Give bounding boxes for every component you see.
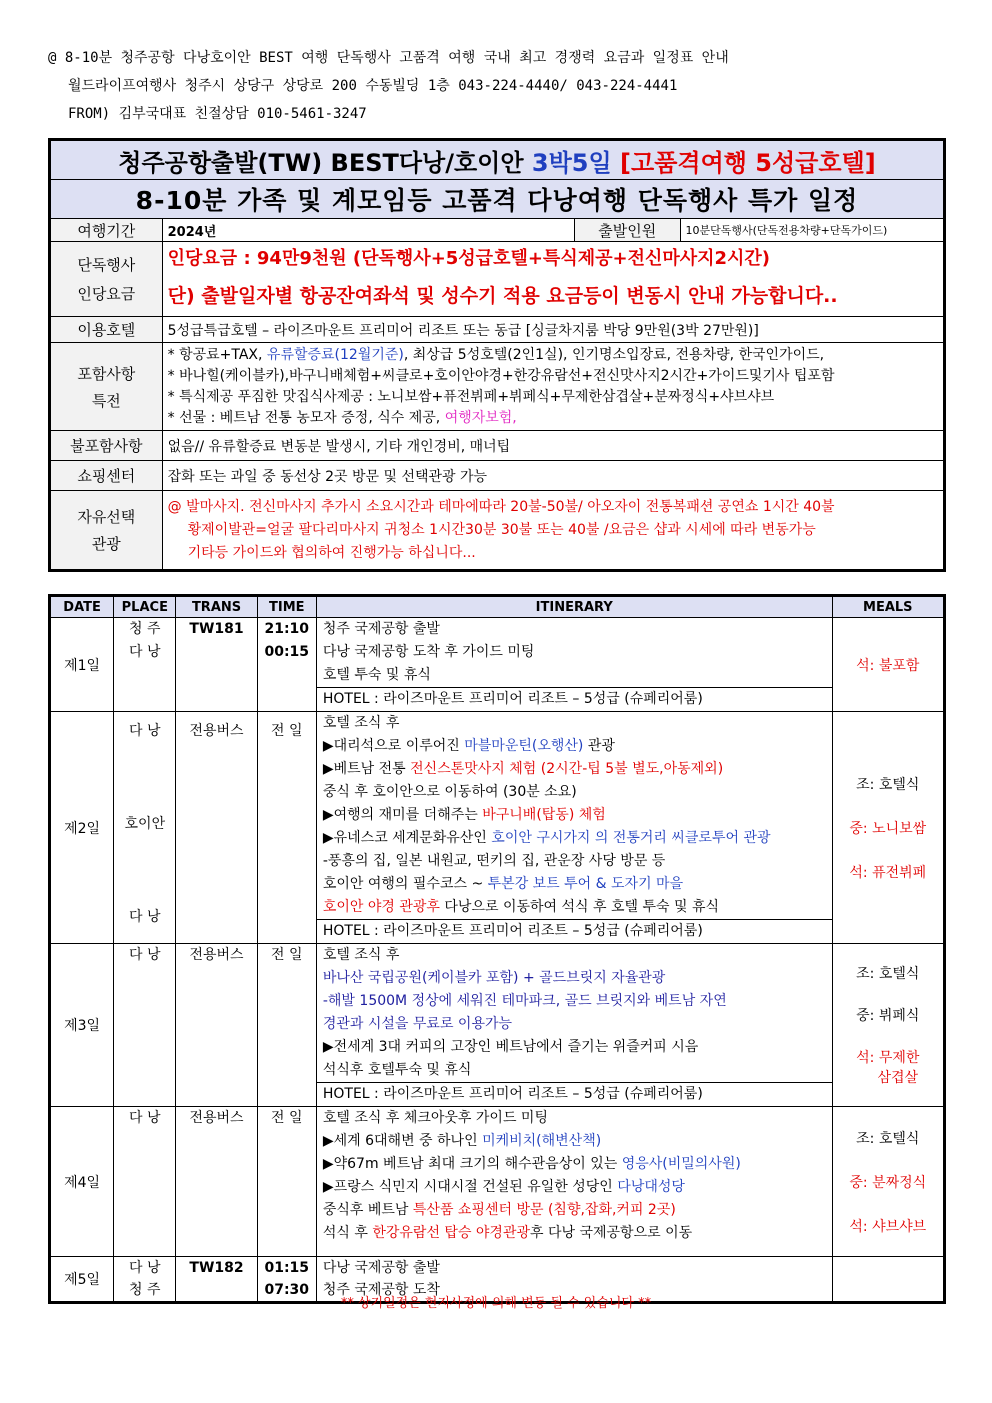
tour-subtitle: 8-10분 가족 및 계모임등 고품격 다낭여행 단독행사 특가 일정: [50, 180, 945, 219]
day-trans: 전용버스: [176, 1107, 257, 1257]
header-line-1: @ 8-10분 청주공항 다낭호이안 BEST 여행 단독행사 고품격 여행 국내 최고 경쟁력 요금과 일정표 안내: [48, 50, 729, 66]
col-date: DATE: [50, 596, 114, 618]
footer-note: ** 상기일정은 현지사정에 의해 변동 될 수 있습니다 **: [340, 1296, 652, 1311]
day-itinerary: 호텔 조식 후 ▶대리석으로 이루어진 마블마운틴(오행산) 관광 ▶베트남 전통 전신스톤맛사지 체험 (2시간-팁 5불 별도,아동제외) 중식 후 호이안으로 이동하여 (30분 소요) ▶여행의 재미를 더해주는 바구니배(탑동) 체험 ▶유네스코 세계문화유산인 호이안 구시가지 의 전통거리 씨클로투어 관광 -풍흥의 집, 일본 내원교, 떤키의 집, 관운장 사당 방문 등 호이안 여행의 필수코스 ~ 투본강 보트 투어 & 도자기 마을 호이안 야경 관광후 다낭으로 이동하여 석식 후 호텔 투숙 및 휴식 HOTEL : 라이즈마운트 프리미어 리조트 – 5성급 (슈페리어룸): [316, 712, 832, 944]
col-itinerary: ITINERARY: [316, 596, 832, 618]
header-line-2: 월드라이프여행사 청주시 상당구 상당로 200 수동빌딩 1층 043-224-4440/ 043-224-4441: [68, 78, 678, 94]
day-date: 제4일: [50, 1107, 114, 1257]
day-meals: 조: 호텔식 중: 분짜정식 석: 샤브샤브: [832, 1107, 944, 1257]
day-time: 21:10 00:15: [257, 618, 316, 712]
col-trans: TRANS: [176, 596, 257, 618]
day-place: 청 주 다 낭: [114, 618, 176, 712]
people-label: 출발인원: [574, 219, 680, 242]
day-trans: TW182: [176, 1257, 257, 1303]
shopping-label: 쇼핑센터: [50, 461, 163, 491]
included-value: * 항공료+TAX, 유류할증료(12월기준), 최상급 5성호텔(2인1실), 인기명소입장료, 전용차량, 한국인가이드, * 바나힐(케이블카),바구니배체험+씨클로+호이안야경+한강유람선+전신맛사지2시간+가이드및기사 팁포함 * 특식제공 푸짐한 맛집식사제공 : 노니보쌈+퓨전뷔페+뷔페식+무제한삼겹살+분짜정식+샤브샤브 * 선물 : 베트남 전통 농모자 증정, 식수 제공, 여행자보험,: [162, 343, 944, 431]
day-date: 제3일: [50, 944, 114, 1107]
day-trans: 전용버스: [176, 944, 257, 1107]
day-time: 전 일: [257, 712, 316, 944]
day-itinerary: 다낭 국제공항 출발 청주 국제공항 도착: [316, 1257, 832, 1303]
price-value: 인당요금 : 94만9천원 (단독행사+5성급호텔+특식제공+전신마사지2시간) 단) 출발일자별 항공잔여좌석 및 성수기 적용 요금등이 변동시 안내 가능합니다..: [162, 242, 944, 317]
day-meals: 조: 호텔식 중: 뷔페식 석: 무제한 삼겹살: [832, 944, 944, 1107]
hotel-value: 5성급특급호텔 – 라이즈마운트 프리미어 리조트 또는 동급 [싱글차지룸 박당 9만원(3박 27만원)]: [162, 317, 944, 343]
document-header: [48, 44, 729, 128]
day-meals: 석: 불포함: [832, 618, 944, 712]
day-row: [50, 944, 945, 1107]
excluded-value: 없음// 유류할증료 변동분 발생시, 기타 개인경비, 매너팁: [162, 431, 944, 461]
day-place: 다 낭 청 주: [114, 1257, 176, 1303]
day-itinerary: 청주 국제공항 출발 다낭 국제공항 도착 후 가이드 미팅 호텔 투숙 및 휴식 HOTEL : 라이즈마운트 프리미어 리조트 – 5성급 (슈페리어룸): [316, 618, 832, 712]
col-place: PLACE: [114, 596, 176, 618]
hotel-label: 이용호텔: [50, 317, 163, 343]
day-date: 제2일: [50, 712, 114, 944]
day-trans: TW181: [176, 618, 257, 712]
itinerary-header-row: [50, 596, 945, 618]
day-itinerary: 호텔 조식 후 체크아웃후 가이드 미팅 ▶세계 6대해변 중 하나인 미케비치(해변산책) ▶약67m 베트남 최대 크기의 해수관음상이 있는 영응사(비밀의사원) ▶프랑스 식민지 시대시절 건설된 유일한 성당인 다낭대성당 중식후 베트남 특산품 쇼핑센터 방문 (침향,잡화,커피 2곳) 석식 후 한강유람선 탑승 야경관광후 다낭 국제공항으로 이동: [316, 1107, 832, 1257]
tour-info-table: [48, 138, 946, 572]
tour-title: 청주공항출발(TW) BEST다낭/호이안 3박5일 [고품격여행 5성급호텔]: [50, 140, 945, 180]
period-value: 2024년: [162, 219, 574, 242]
day-date: 제1일: [50, 618, 114, 712]
header-line-3: FROM) 김부국대표 친절상담 010-5461-3247: [68, 106, 367, 122]
optional-label: 자유선택 관광: [50, 491, 163, 571]
price-label: 단독행사 인당요금: [50, 242, 163, 317]
included-label: 포함사항 특전: [50, 343, 163, 431]
hotel-line: HOTEL : 라이즈마운트 프리미어 리조트 – 5성급 (슈페리어룸): [317, 1082, 832, 1106]
day-row: [50, 1107, 945, 1257]
day-time: 01:15 07:30: [257, 1257, 316, 1303]
day-trans: 전용버스: [176, 712, 257, 944]
day-row: [50, 712, 945, 944]
itinerary-table: [48, 594, 946, 1304]
optional-value: @ 발마사지. 전신마사지 추가시 소요시간과 테마에따라 20불-50불/ 아오자이 전통복패션 공연쇼 1시간 40불 황제이발관=얼굴 팔다리마사지 귀청소 1시간30분 30불 또는 40불 /요금은 샵과 시세에 따라 변동가능 기타등 가이드와 협의하여 진행가능 하십니다...: [162, 491, 944, 571]
day-place: 다 낭 호이안 다 낭: [114, 712, 176, 944]
excluded-label: 불포함사항: [50, 431, 163, 461]
hotel-line: HOTEL : 라이즈마운트 프리미어 리조트 – 5성급 (슈페리어룸): [317, 687, 832, 711]
period-label: 여행기간: [50, 219, 163, 242]
day-date: 제5일: [50, 1257, 114, 1303]
hotel-line: HOTEL : 라이즈마운트 프리미어 리조트 – 5성급 (슈페리어룸): [317, 919, 832, 943]
day-place: 다 낭: [114, 1107, 176, 1257]
col-time: TIME: [257, 596, 316, 618]
day-row: [50, 618, 945, 712]
day-meals: 조: 호텔식 중: 노니보쌈 석: 퓨전뷔페: [832, 712, 944, 944]
day-itinerary: 호텔 조식 후 바나산 국립공원(케이블카 포함) + 골드브릿지 자율관광 -해발 1500M 정상에 세워진 테마파크, 골드 브릿지와 베트남 자연 경관과 시설을 무료로 이용가능 ▶전세계 3대 커피의 고장인 베트남에서 즐기는 위즐커피 시음 석식후 호텔투숙 및 휴식 HOTEL : 라이즈마운트 프리미어 리조트 – 5성급 (슈페리어룸): [316, 944, 832, 1107]
col-meals: MEALS: [832, 596, 944, 618]
people-value: 10분단독행사(단독전용차량+단독가이드): [680, 219, 945, 242]
day-place: 다 낭: [114, 944, 176, 1107]
day-time: 전 일: [257, 944, 316, 1107]
shopping-value: 잡화 또는 과일 중 동선상 2곳 방문 및 선택관광 가능: [162, 461, 944, 491]
day-time: 전 일: [257, 1107, 316, 1257]
